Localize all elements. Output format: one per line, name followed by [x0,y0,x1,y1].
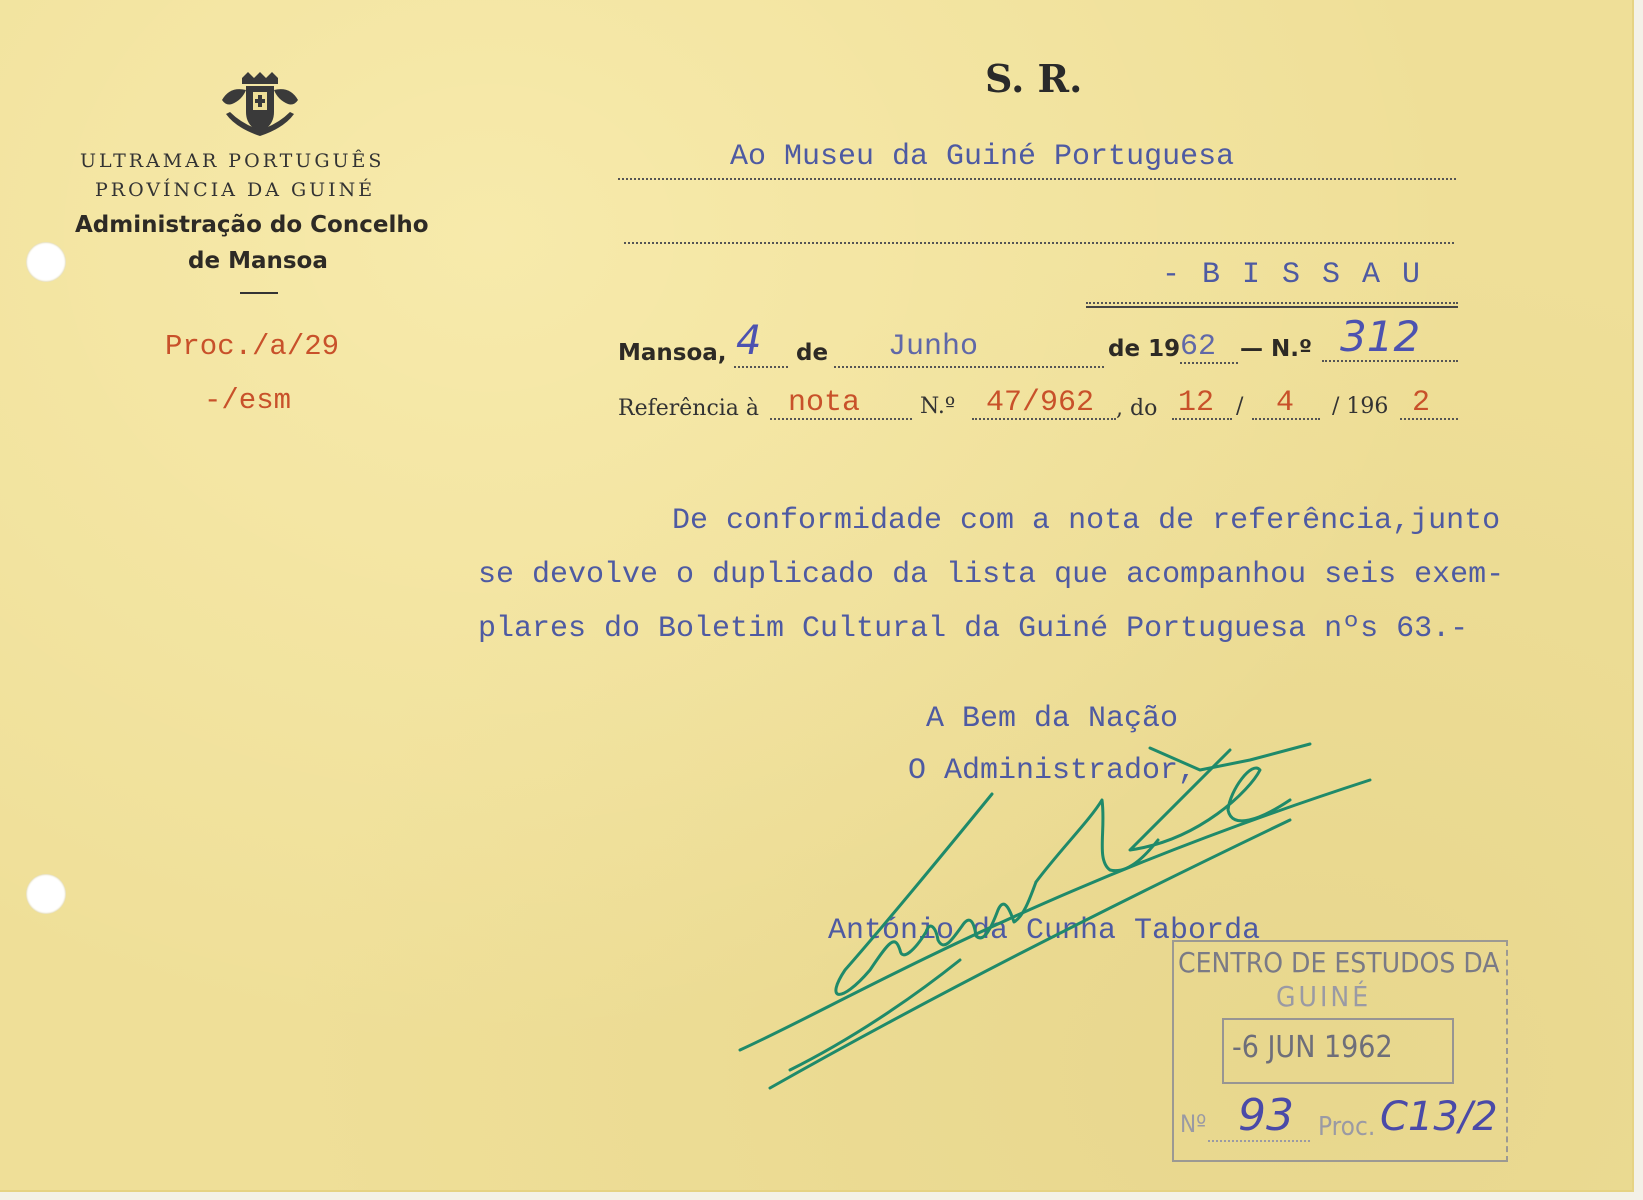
body-line-3: plares do Boletim Cultural da Guiné Portuguesa nºs 63.- [478,612,1469,646]
letterhead-line-3: Administração do Concelho [75,212,429,238]
date-year-prefix: de 19 [1108,336,1181,362]
letter-number-handwritten: 312 [1340,312,1421,361]
reference-day: 12 [1178,386,1215,420]
addressee-city: - B I S S A U [1162,258,1423,292]
stamp-proc-label: Proc. [1318,1112,1376,1142]
city-dotted-line [1086,302,1458,304]
stamp-number-label: Nº [1180,1110,1207,1138]
stamp-date: -6 JUN 1962 [1232,1030,1393,1065]
typist-initials: -/esm [204,384,292,417]
signatory-name: António da Cunha Taborda [828,914,1261,948]
date-de-label: de [796,340,829,366]
stamp-number-dotted-line [1208,1140,1310,1142]
reference-date-label: , do [1116,396,1158,421]
addressee-dotted-line-2 [624,242,1454,244]
addressee-line: Ao Museu da Guiné Portuguesa [730,140,1235,174]
date-day-dotted-line [734,366,788,368]
reference-month-dotted-line [1252,418,1320,420]
body-line-2: se devolve o duplicado da lista que acompanhou seis exem- [478,558,1505,592]
reference-number: 47/962 [986,386,1095,420]
reference-year-dotted-line [1400,418,1458,420]
date-year-dotted-line [1180,362,1238,364]
signature-drawing [730,700,1410,1100]
closing-salutation: A Bem da Nação [926,702,1179,736]
body-line-1: De conformidade com a nota de referência,junto [672,504,1501,538]
reference-day-dotted-line [1172,418,1232,420]
date-month-dotted-line [834,366,1104,368]
letter-number-label: — N.º [1240,336,1312,362]
letterhead-rule [240,292,278,294]
date-day-handwritten: 4 [736,318,762,364]
reference-sep-1: / [1236,394,1244,419]
stamp-line-2: GUINÉ [1276,980,1372,1013]
reference-number-dotted-line [972,418,1116,420]
letterhead-line-1: ULTRAMAR PORTUGUÊS [80,150,385,172]
date-month: Junho [888,330,979,364]
stamp-proc-handwritten: C13/2 [1380,1094,1498,1140]
date-place-label: Mansoa, [618,340,727,366]
reference-number-label: N.º [920,394,956,419]
reference-year-digit: 2 [1412,386,1431,420]
letterhead-line-2: PROVÍNCIA DA GUINÉ [95,179,376,201]
reference-doc-dotted-line [770,418,912,420]
city-rule [1086,306,1458,308]
reference-label: Referência à [618,396,760,421]
date-year-suffix: 62 [1180,330,1217,364]
reference-month: 4 [1276,386,1295,420]
coat-of-arms-icon [212,70,308,146]
reference-sep-2: / 196 [1332,394,1389,419]
letterhead-line-4: de Mansoa [188,248,328,274]
stamp-number-handwritten: 93 [1238,1090,1294,1141]
punch-hole-top [26,242,66,282]
addressee-dotted-line-1 [618,178,1456,180]
letter-number-dotted-line [1322,360,1458,362]
stamp-line-1: CENTRO DE ESTUDOS DA [1178,946,1500,979]
process-reference: Proc./a/29 [165,330,340,363]
punch-hole-bottom [26,874,66,914]
closing-title: O Administrador, [908,754,1197,788]
reference-doc-type: nota [788,386,861,420]
service-mark: S. R. [985,56,1083,101]
